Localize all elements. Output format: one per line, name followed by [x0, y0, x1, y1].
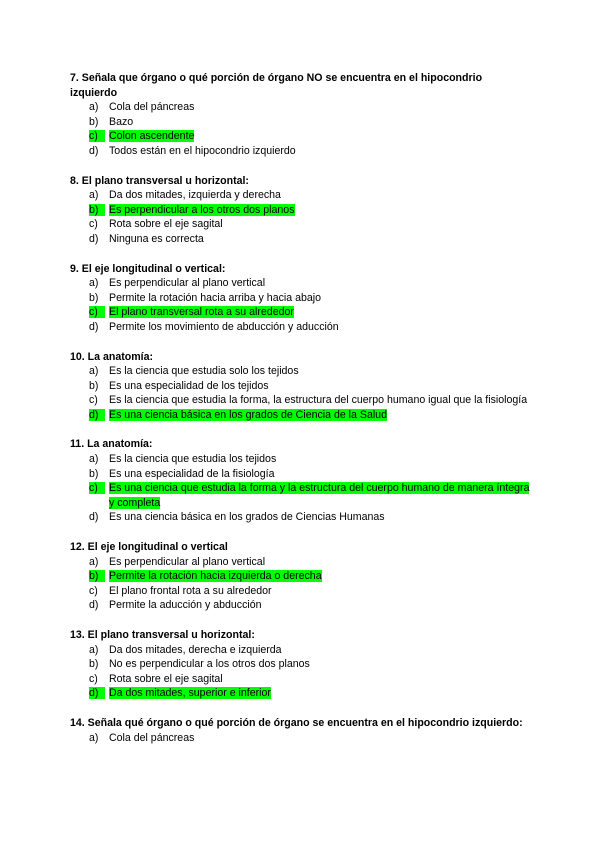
question-title: 13. El plano transversal u horizontal:	[70, 629, 255, 641]
option-letter-text: a)	[89, 365, 99, 378]
option-letter-text: c)	[89, 218, 98, 231]
option-text	[109, 379, 532, 394]
answer-option	[70, 115, 532, 130]
option-letter-text: b)	[89, 467, 99, 480]
correct-answer-highlight: Es una ciencia básica en los grados de Ciencia de la Salud	[109, 408, 387, 421]
question-block	[70, 716, 532, 745]
option-text	[109, 115, 532, 130]
option-letter-text: d)	[89, 409, 105, 421]
option-letter	[89, 452, 109, 467]
option-text	[109, 672, 532, 687]
option-text	[109, 217, 532, 232]
option-letter	[89, 643, 109, 658]
option-letter	[89, 657, 109, 672]
option-letter-text: c)	[89, 306, 105, 318]
answer-option	[70, 481, 532, 510]
option-text-content: Da dos mitades, izquierda y derecha	[109, 189, 281, 202]
answer-option	[70, 291, 532, 306]
option-text-content: Bazo	[109, 115, 134, 128]
option-letter	[89, 393, 109, 408]
option-text-content: Es la ciencia que estudia los tejidos	[109, 453, 277, 466]
answer-option	[70, 657, 532, 672]
option-text	[109, 276, 532, 291]
option-text	[109, 320, 532, 335]
correct-answer-highlight: Da dos mitades, superior e inferior	[109, 687, 271, 700]
option-letter-text: c)	[89, 672, 98, 685]
question-title: 7. Señala que órgano o qué porción de órgano NO se encuentra en el hipocondrio izquierdo	[70, 72, 483, 99]
option-letter-text: a)	[89, 189, 99, 202]
answer-option	[70, 510, 532, 525]
option-text	[109, 100, 532, 115]
option-letter-text: b)	[89, 291, 99, 304]
option-letter	[89, 569, 109, 584]
option-letter	[89, 320, 109, 335]
option-text	[109, 144, 532, 159]
option-letter	[89, 115, 109, 130]
question-title: 12. El eje longitudinal o vertical	[70, 541, 228, 554]
answer-option	[70, 379, 532, 394]
option-letter-text: b)	[89, 204, 105, 216]
option-letter	[89, 364, 109, 379]
answer-option	[70, 144, 532, 159]
option-text	[109, 364, 532, 379]
option-text-content: Es una especialidad de la fisiología	[109, 467, 275, 480]
answer-option	[70, 555, 532, 570]
correct-answer-highlight: Es perpendicular a los otros dos planos	[109, 203, 295, 216]
option-letter	[89, 276, 109, 291]
answer-option	[70, 129, 532, 144]
option-letter	[89, 408, 109, 423]
option-letter	[89, 232, 109, 247]
option-text-content: Rota sobre el eje sagital	[109, 672, 223, 685]
option-text-content: Todos están en el hipocondrio izquierdo	[109, 144, 296, 157]
question-title: 8. El plano transversal u horizontal:	[70, 174, 249, 187]
option-letter-text: a)	[89, 731, 99, 744]
option-text	[109, 232, 532, 247]
option-text	[109, 657, 532, 672]
answer-option	[70, 584, 532, 599]
option-text-content: No es perpendicular a los otros dos planos	[109, 658, 310, 671]
question-title: 11. La anatomía:	[70, 438, 153, 451]
option-text-content: Es perpendicular al plano vertical	[109, 555, 266, 568]
option-text	[109, 188, 532, 203]
option-letter-text: a)	[89, 453, 99, 466]
option-text	[109, 467, 532, 482]
option-letter-text: d)	[89, 144, 99, 157]
question-block	[70, 437, 532, 525]
answer-option	[70, 100, 532, 115]
option-letter	[89, 555, 109, 570]
question-title: 14. Señala qué órgano o qué porción de órgano se encuentra en el hipocondrio izquierdo:	[70, 716, 523, 729]
option-text-content: Permite la aducción y abducción	[109, 599, 262, 612]
option-letter-text: d)	[89, 687, 105, 699]
question-block	[70, 174, 532, 247]
option-text-content: Es perpendicular al plano vertical	[109, 277, 266, 290]
option-letter-text: c)	[89, 130, 105, 142]
option-letter-text: a)	[89, 101, 99, 114]
answer-option	[70, 305, 532, 320]
option-text	[109, 569, 532, 584]
option-text-content: Es una especialidad de los tejidos	[109, 379, 269, 392]
answer-option	[70, 408, 532, 423]
option-text-content: Es una ciencia básica en los grados de Ciencias Humanas	[109, 511, 385, 524]
correct-answer-highlight: Colon ascendente	[109, 130, 195, 143]
option-letter-text: d)	[89, 599, 99, 612]
option-text	[109, 481, 532, 510]
option-text-content: Es la ciencia que estudia la forma, la estructura del cuerpo humano igual que la fisiología	[109, 394, 528, 407]
option-letter	[89, 467, 109, 482]
option-letter-text: b)	[89, 658, 99, 671]
answer-option	[70, 643, 532, 658]
answer-option	[70, 217, 532, 232]
answer-option	[70, 232, 532, 247]
answer-option	[70, 452, 532, 467]
option-text	[109, 408, 532, 423]
answer-option	[70, 731, 532, 746]
option-text	[109, 555, 532, 570]
answer-option	[70, 203, 532, 218]
option-text-content: El plano frontal rota a su alrededor	[109, 584, 272, 597]
answer-option	[70, 569, 532, 584]
answer-option	[70, 276, 532, 291]
option-letter	[89, 686, 109, 701]
option-letter-text: d)	[89, 232, 99, 245]
option-letter	[89, 481, 109, 510]
option-letter-text: c)	[89, 394, 98, 407]
option-text	[109, 305, 532, 320]
option-letter	[89, 731, 109, 746]
answer-option	[70, 598, 532, 613]
option-text	[109, 731, 532, 746]
option-letter	[89, 598, 109, 613]
option-text-content: Permite los movimiento de abducción y aducción	[109, 320, 339, 333]
option-text-content: Cola del páncreas	[109, 101, 195, 114]
option-letter	[89, 144, 109, 159]
option-letter	[89, 203, 109, 218]
option-text	[109, 393, 532, 408]
option-letter	[89, 100, 109, 115]
answer-option	[70, 393, 532, 408]
question-block	[70, 71, 532, 159]
option-letter	[89, 510, 109, 525]
option-letter	[89, 129, 109, 144]
question-title: 10. La anatomía:	[70, 350, 154, 363]
option-letter	[89, 584, 109, 599]
option-text	[109, 643, 532, 658]
option-text	[109, 598, 532, 613]
correct-answer-highlight: Permite la rotación hacia izquierda o derecha	[109, 570, 322, 583]
option-letter-text: c)	[89, 584, 98, 597]
correct-answer-highlight: El plano transversal rota a su alrededor	[109, 306, 294, 319]
option-letter	[89, 672, 109, 687]
question-block	[70, 350, 532, 423]
option-text	[109, 584, 532, 599]
answer-option	[70, 686, 532, 701]
option-letter	[89, 217, 109, 232]
option-text	[109, 203, 532, 218]
answer-option	[70, 320, 532, 335]
option-letter-text: b)	[89, 570, 105, 582]
option-text	[109, 291, 532, 306]
question-list	[70, 71, 532, 760]
option-text	[109, 686, 532, 701]
answer-option	[70, 467, 532, 482]
question-block	[70, 540, 532, 613]
answer-option	[70, 364, 532, 379]
option-letter	[89, 291, 109, 306]
option-text-content: Ninguna es correcta	[109, 232, 204, 245]
option-text-content: Permite la rotación hacia arriba y hacia abajo	[109, 291, 321, 304]
correct-answer-highlight: Es una ciencia que estudia la forma y la estructura del cuerpo humano de manera íntegra y completa	[109, 482, 530, 509]
option-text-content: Es la ciencia que estudia solo los tejidos	[109, 365, 299, 378]
option-letter-text: b)	[89, 115, 99, 128]
option-letter-text: b)	[89, 379, 99, 392]
option-letter	[89, 305, 109, 320]
option-letter-text: a)	[89, 643, 99, 656]
option-letter-text: a)	[89, 555, 99, 568]
question-title: 9. El eje longitudinal o vertical:	[70, 262, 226, 275]
answer-option	[70, 672, 532, 687]
option-text	[109, 510, 532, 525]
option-letter-text: d)	[89, 320, 99, 333]
question-block	[70, 628, 532, 701]
option-text-content: Da dos mitades, derecha e izquierda	[109, 643, 282, 656]
option-letter-text: d)	[89, 511, 99, 524]
option-letter	[89, 188, 109, 203]
option-letter-text: c)	[89, 482, 105, 494]
option-text	[109, 129, 532, 144]
option-letter	[89, 379, 109, 394]
question-block	[70, 262, 532, 335]
option-text-content: Rota sobre el eje sagital	[109, 218, 223, 231]
option-text-content: Cola del páncreas	[109, 731, 195, 744]
option-text	[109, 452, 532, 467]
option-letter-text: a)	[89, 277, 99, 290]
answer-option	[70, 188, 532, 203]
